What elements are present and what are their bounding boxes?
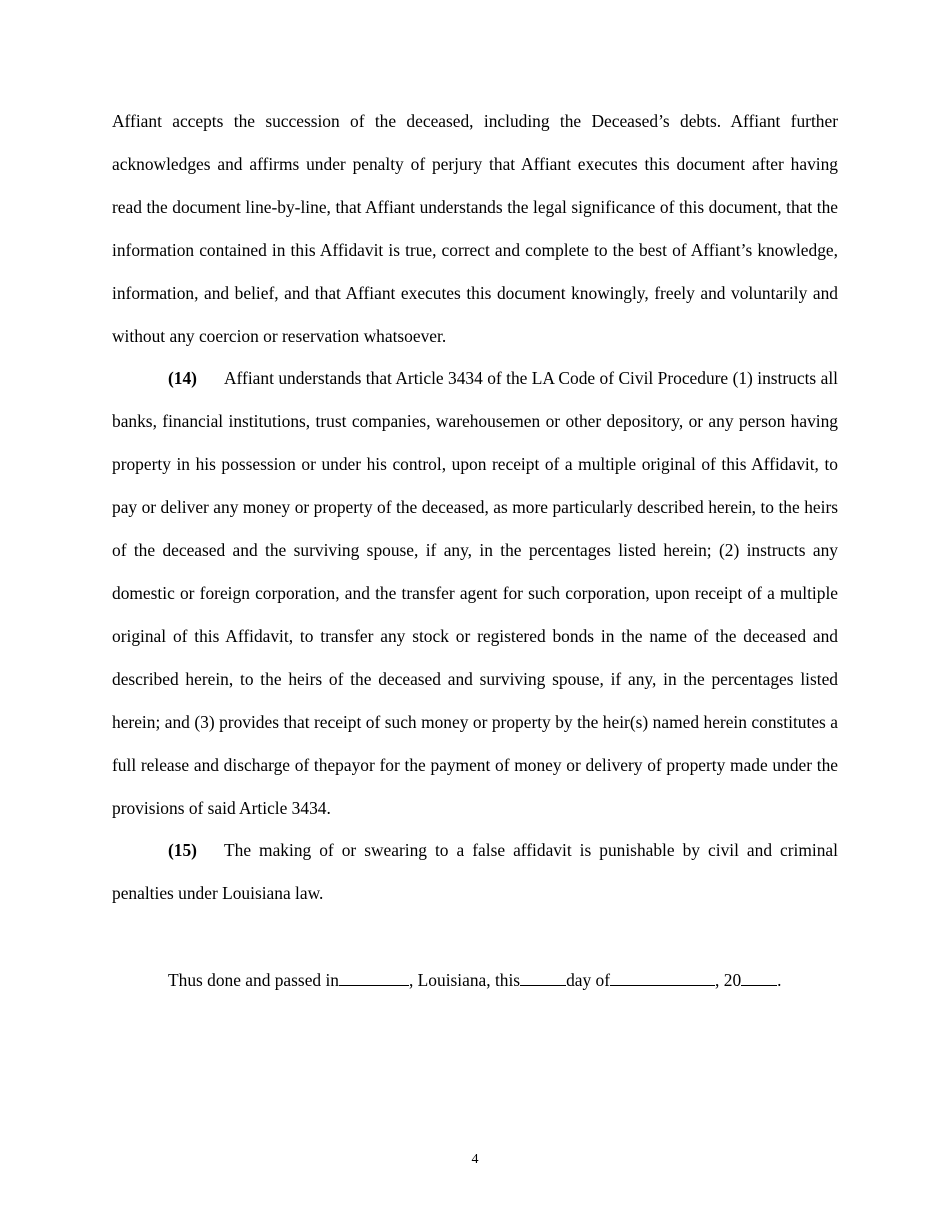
closing-text-4: , 20 [715,970,742,990]
section-14 [112,357,838,829]
section-15 [112,829,838,915]
section-14-text: Affiant understands that Article 3434 of the LA Code of Civil Procedure (1) instructs all banks, financial institutions, trust companies, warehousemen or other depository, or any person having property in his possession or under his control, upon receipt of a multiple original of this Affidavit, to pay or deliver any money or property of the deceased, as more particularly described herein, to the heirs of the deceased and the surviving spouse, if any, in the percentages listed herein; (2) instructs any domestic or foreign corporation, and the transfer agent for such corporation, upon receipt of a multiple original of this Affidavit, to transfer any stock or registered bonds in the name of the deceased and described herein, to the heirs of the deceased and surviving spouse, if any, in the percentages listed herein; and (3) provides that receipt of such money or property by the heir(s) named herein constitutes a full release and discharge of thepayor for the payment of money or delivery of property made under the provisions of said Article 3434. [112,368,838,818]
closing-text-5: . [777,970,782,990]
section-15-number: (15) [168,840,197,861]
month-blank[interactable] [610,984,715,986]
parish-blank[interactable] [339,984,409,986]
page-number: 4 [471,1152,479,1167]
year-blank[interactable] [741,984,777,986]
section-14-number: (14) [168,368,197,389]
day-blank[interactable] [520,984,566,986]
execution-line [168,962,838,998]
closing-text-3: day of [566,970,611,990]
closing-text-1: Thus done and passed in [168,970,339,990]
continued-paragraph: Affiant accepts the succession of the deceased, including the Deceased’s debts. Affiant further acknowledges and affirms under penalty of perjury that Affiant executes this document after having read the document line-by-line, that Affiant understands the legal significance of this document, that the information contained in this Affidavit is true, correct and complete to the best of Affiant’s knowledge, information, and belief, and that Affiant executes this document knowingly, freely and voluntarily and without any coercion or reservation whatsoever. [112,111,838,346]
document-body [112,100,838,915]
closing-text-2: , Louisiana, this [408,970,521,990]
section-15-text: The making of or swearing to a false affidavit is punishable by civil and criminal penalties under Louisiana law. [112,840,838,904]
